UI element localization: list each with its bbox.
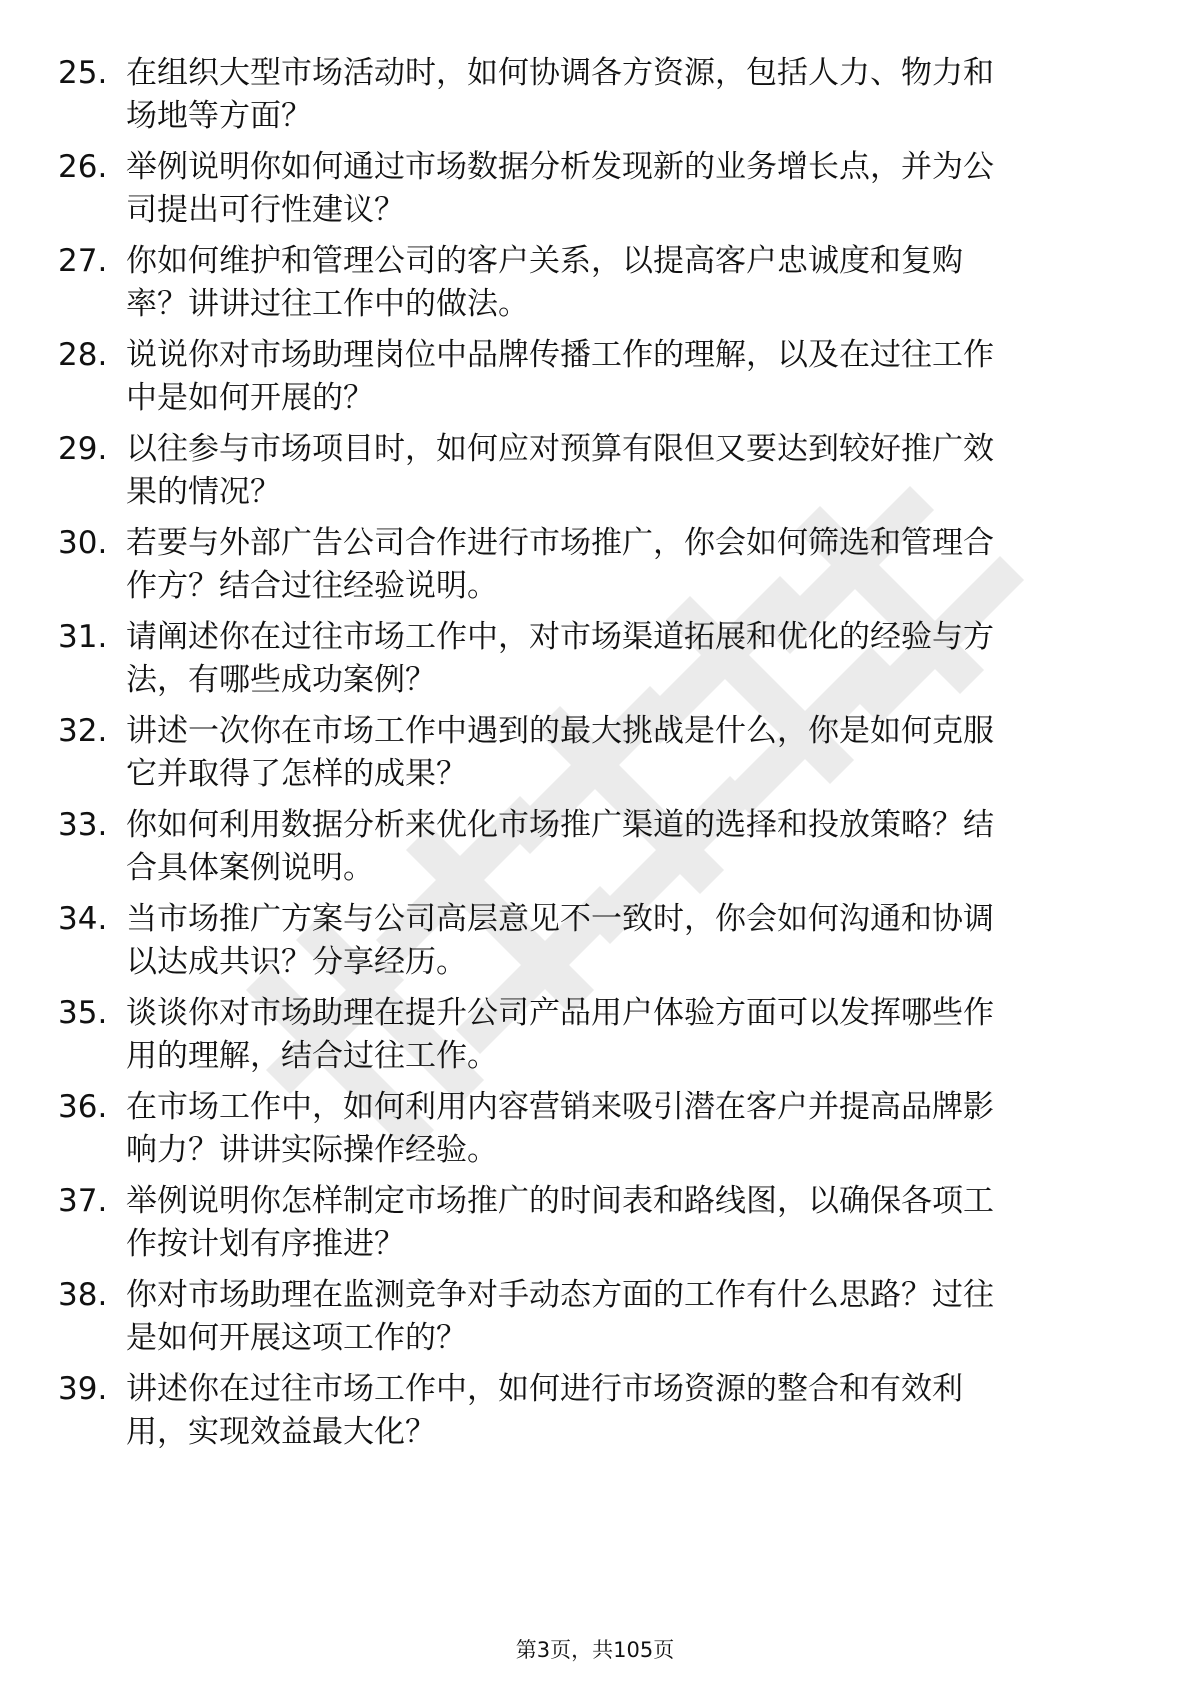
question-number: 37.	[58, 1183, 108, 1219]
question-line: 举例说明你怎样制定市场推广的时间表和路线图，以确保各项工	[126, 1183, 994, 1219]
question-text	[126, 52, 1176, 138]
question-line: 举例说明你如何通过市场数据分析发现新的业务增长点，并为公	[126, 149, 994, 185]
question-line: 请阐述你在过往市场工作中，对市场渠道拓展和优化的经验与方	[126, 619, 994, 655]
question-line: 场地等方面？	[126, 98, 312, 134]
question-number: 27.	[58, 243, 108, 279]
question-text	[126, 710, 1176, 796]
question-number: 25.	[58, 55, 108, 91]
question-line: 法，有哪些成功案例？	[126, 662, 436, 698]
question-text	[126, 898, 1176, 984]
page-number-footer: 第3页，共105页	[515, 1638, 675, 1662]
question-text	[126, 1368, 1176, 1454]
question-text	[126, 804, 1176, 890]
question-line: 响力？讲讲实际操作经验。	[126, 1132, 498, 1168]
question-text	[126, 428, 1176, 514]
question-line: 用，实现效益最大化？	[126, 1414, 436, 1450]
question-number: 29.	[58, 431, 108, 467]
question-text	[126, 1180, 1176, 1266]
question-number: 28.	[58, 337, 108, 373]
question-line: 以往参与市场项目时，如何应对预算有限但又要达到较好推广效	[126, 431, 994, 467]
question-line: 作方？结合过往经验说明。	[126, 568, 498, 604]
question-line: 你如何利用数据分析来优化市场推广渠道的选择和投放策略？结	[126, 807, 994, 843]
question-line: 合具体案例说明。	[126, 850, 374, 886]
question-text	[126, 1274, 1176, 1360]
question-text	[126, 992, 1176, 1078]
question-line: 你如何维护和管理公司的客户关系，以提高客户忠诚度和复购	[126, 243, 963, 279]
question-number: 34.	[58, 901, 108, 937]
question-number: 36.	[58, 1089, 108, 1125]
question-number: 32.	[58, 713, 108, 749]
question-number: 30.	[58, 525, 108, 561]
question-number: 39.	[58, 1371, 108, 1407]
question-line: 当市场推广方案与公司高层意见不一致时，你会如何沟通和协调	[126, 901, 994, 937]
question-line: 果的情况？	[126, 474, 281, 510]
question-line: 讲述一次你在市场工作中遇到的最大挑战是什么，你是如何克服	[126, 713, 994, 749]
question-line: 用的理解，结合过往工作。	[126, 1038, 498, 1074]
question-line: 你对市场助理在监测竞争对手动态方面的工作有什么思路？过往	[126, 1277, 994, 1313]
question-line: 它并取得了怎样的成果？	[126, 756, 467, 792]
question-number: 31.	[58, 619, 108, 655]
question-text	[126, 146, 1176, 232]
question-line: 以达成共识？分享经历。	[126, 944, 467, 980]
question-number: 33.	[58, 807, 108, 843]
question-line: 讲述你在过往市场工作中，如何进行市场资源的整合和有效利	[126, 1371, 963, 1407]
question-text	[126, 240, 1176, 326]
question-line: 若要与外部广告公司合作进行市场推广，你会如何筛选和管理合	[126, 525, 994, 561]
question-text	[126, 1086, 1176, 1172]
question-number: 26.	[58, 149, 108, 185]
question-line: 是如何开展这项工作的？	[126, 1320, 467, 1356]
question-line: 谈谈你对市场助理在提升公司产品用户体验方面可以发挥哪些作	[126, 995, 994, 1031]
question-line: 在组织大型市场活动时，如何协调各方资源，包括人力、物力和	[126, 55, 994, 91]
question-number: 38.	[58, 1277, 108, 1313]
question-line: 中是如何开展的？	[126, 380, 374, 416]
question-text	[126, 616, 1176, 702]
question-line: 在市场工作中，如何利用内容营销来吸引潜在客户并提高品牌影	[126, 1089, 994, 1125]
question-line: 作按计划有序推进？	[126, 1226, 405, 1262]
question-number: 35.	[58, 995, 108, 1031]
question-text	[126, 522, 1176, 608]
question-line: 率？讲讲过往工作中的做法。	[126, 286, 529, 322]
question-line: 司提出可行性建议？	[126, 192, 405, 228]
question-line: 说说你对市场助理岗位中品牌传播工作的理解，以及在过往工作	[126, 337, 994, 373]
question-text	[126, 334, 1176, 420]
